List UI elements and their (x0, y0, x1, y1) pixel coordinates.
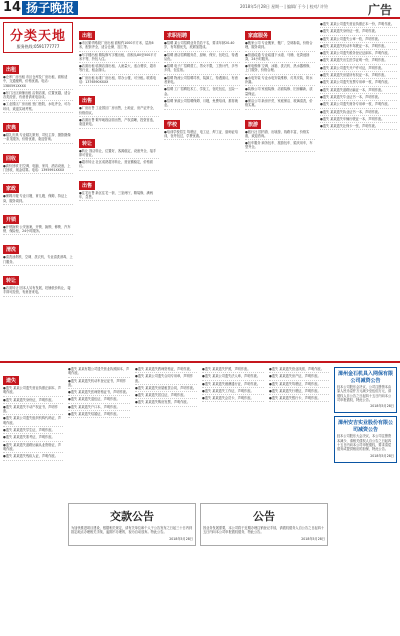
classified-ad: ●遗失 某某遗失居住证，声明作废。 (135, 393, 197, 399)
lower-section (0, 361, 400, 636)
classified-ad: ●遗失 某某遗失不动产权证书，声明作废。 (3, 405, 63, 416)
classified-ad: ●遗失 某某遗失执业证书一本，声明作废。 (320, 110, 397, 116)
classified-ad: ●包车服务 商务包车、旅游包车、婚庆用车，车型齐全。 (245, 141, 315, 152)
notice-payment (68, 503, 196, 546)
lower-col-5 (269, 367, 329, 403)
notice-payment-body: 为加快推进项目建设，根据相关规定，请有关单位和个人于公告发布之日起三十日内到指定地点办理相关手续，逾期不办理的，视为自动放弃。特此公告。 (71, 526, 193, 535)
notice-general-date: 2018年5月28日 (301, 536, 325, 541)
reduction-notice-2 (334, 416, 397, 462)
classified-ad: ●遗失 某某遗失行驶证，声明作废。 (269, 389, 329, 395)
classified-ad: ●遗失 某某遗失结婚证，声明作废。 (68, 412, 130, 418)
page-header (0, 0, 400, 19)
column-3-listings (164, 22, 240, 140)
classified-ad: ●店面出售 繁华地段店面出售，产权清晰，投资首选，欢迎来电。 (79, 118, 159, 129)
classified-ad: ●遗失 某某遗失房屋所有权证一本，声明作废。 (320, 73, 397, 79)
classified-ad: ●遗失 某某公司遗失组织机构代码证，声明作废。 (3, 416, 63, 427)
lower-col-4 (202, 367, 264, 403)
classified-ad: ●招聘 物流公司招聘司机、装卸工，待遇面议，有意者来电。 (164, 76, 240, 87)
reduction-notice-1 (334, 367, 397, 413)
classified-ad: ●市区繁华路段厂房出租 面积约1000平方米，层高6米，配套齐全，适合仓储、加工等。 (79, 41, 159, 52)
notice-general-body: 因业务发展需要，本公司将于近期办理注销登记手续，请债权债务人自公告之日起四十五日内向本公司申报债权债务，特此公告。 (203, 526, 325, 535)
classified-ad: ●遗失 某某遗失营业执照，声明作废。 (269, 367, 329, 373)
classified-ad: ●遗失 某某遗失毕业证书一本，声明作废。 (320, 95, 397, 101)
page-number: 14 (3, 0, 22, 15)
classified-ad: ●遗失 某某遗失出生医学证明一份，声明作废。 (320, 58, 397, 64)
category-tag: 家政 (3, 184, 19, 193)
classified-ad: ●仓库厂房出租 市区仓库及厂房出租，面积适中，交通便利，价格优惠。电话：1380591XXXX (3, 75, 73, 90)
category-tag: 出售 (79, 181, 95, 190)
category-tag: 转让 (3, 276, 19, 285)
notice-payment-title: 交款公告 (110, 510, 154, 523)
classified-ad: ●遗失 某某遗失机动车登记证书，声明作废。 (68, 379, 130, 390)
reduction-notice-2-title: 漳州安吉实业股份有限公司减资公告 (337, 420, 393, 434)
classified-ad: ●遗失 某某公司遗失开户许可证，声明作废。 (320, 66, 397, 72)
classified-ad: ●遗失 某某公司遗失营业执照正副本，声明作废。 (3, 386, 63, 397)
classified-ad: ●工业园区厂房出租 独门独院，水电齐全，可办环评，欢迎实地考察。 (3, 102, 73, 113)
category-tag: 出租 (79, 31, 95, 40)
category-tag: 转让 (79, 139, 95, 148)
classified-ad: ●招聘 家政公司招聘保姆、月嫂，免费培训，推荐就业。 (164, 99, 240, 110)
classified-ad: ●遗失 某某遗失退伍证，声明作废。 (68, 397, 130, 403)
category-tag: 开锁 (3, 215, 19, 224)
classified-ad: ●培训学校招生 驾驶证、电工证、焊工证、厨师证培训，包考包过，学费优惠。 (164, 130, 240, 141)
classified-ad: ●遗失 某某遗失港澳通行证，声明作废。 (202, 382, 264, 388)
classified-ad: ●遗失 某某遗失准考证，声明作废。 (3, 435, 63, 441)
classified-ad: ●家电维修 空调、冰箱、洗衣机、热水器维修，上门服务，价格合理。 (245, 64, 315, 75)
classified-ad: ●遗失 某某遗失购房发票，声明作废。 (135, 400, 197, 406)
classified-ad: ●超市转让 社区成熟超市转让，营业额稳定，价格面议。 (79, 160, 159, 171)
classified-ad: ●遗失 某某遗失道路运输证一本，声明作废。 (320, 88, 397, 94)
classified-ad: ●招聘 工厂招聘技术工、学徒工，包吃包住，五险一金。 (164, 87, 240, 98)
category-tag: 出租 (3, 65, 19, 74)
classified-ad: ●住宅出售 新区住宅一套，三室两厅，精装修，满两年，急售。 (79, 191, 159, 202)
classified-ad: ●高价回收 旧空调、电脑、家具、酒店设备，上门回收，现金结算。电话：1395991XXXX (3, 164, 73, 175)
column-2-listings (79, 22, 159, 201)
category-tag: 家庭服务 (245, 31, 271, 40)
classified-ad: ●遗失 某某遗失房产证，声明作废。 (269, 374, 329, 380)
classified-ad: ●保洁公司 新房开荒、家庭保洁、玻璃清洗，价格实惠。 (245, 99, 315, 110)
column-3 (164, 22, 240, 141)
classified-ad: ●遗失 某某遗失身份证，声明作废。 (3, 398, 63, 404)
classified-ad: ●遗失 某某公司遗失法人章，声明作废。 (202, 374, 264, 380)
classified-ad: ●遗失 某某遗失社保卡一张，声明作废。 (320, 124, 397, 130)
classified-ad: ●写字楼出租 精装修写字楼出租，面积从80至500平方米不等，拎包入住。 (79, 53, 159, 64)
column-1 (3, 22, 73, 298)
classified-ad: ●遗失 某某有限公司遗失营业执照副本，声明作废。 (68, 367, 130, 378)
classified-ad: ●清洗油烟机、空调、洗衣机，专业清洗消毒，上门服务。 (3, 255, 73, 266)
section-title: 广告 (367, 3, 392, 17)
lower-right-column (334, 367, 397, 466)
brand-phone: 服务热线:0591777777 (16, 44, 60, 49)
lower-col-3-listings (135, 367, 197, 407)
lower-col-1-listings (3, 367, 63, 461)
classified-ad: ●遗失 某某公司遗失税务登记证副本，声明作废。 (320, 51, 397, 57)
classified-ad: ●招聘 某公司招聘业务员若干名，要求年龄20-40岁，有驾照优先，底薪加提成。 (164, 41, 240, 52)
column-2 (79, 22, 159, 202)
notice-payment-box (68, 503, 196, 546)
classified-ad: ●旅行社 国内游、出境游，线路丰富，价格实惠，欢迎咨询。 (245, 130, 315, 141)
classified-ad: ●保姆月嫂 专业月嫂、育儿嫂、保姆，持证上岗，服务周到。 (3, 194, 73, 205)
classified-ad: ●搬家公司 专业搬家、搬厂、空调拆装，价格合理，服务周到。 (245, 41, 315, 52)
classified-ad: ●水电安装 专业水电安装维修、灯具安装、防水补漏。 (245, 76, 315, 87)
classified-ad: ●装修公司 家庭装修、店面装修、旧房翻新，质量保证。 (245, 87, 315, 98)
category-tag: 清洗 (3, 245, 19, 254)
classified-ad: ●遗失 某某遗失护照，声明作废。 (202, 367, 264, 373)
classified-ad: ●转让 饭店转让，位置好，客源稳定，设备齐全，接手即可营业。 (79, 149, 159, 160)
category-tag: 旅游 (245, 120, 261, 129)
classified-ad: ●遗失 某某遗失机动车驾驶证一本，声明作废。 (320, 44, 397, 50)
classified-ad: ●婚礼庆典 专业婚礼策划、司仪主持、摄影摄像一条龙服务，价格优惠，欢迎咨询。 (3, 133, 73, 144)
lower-col-5-listings (269, 367, 329, 402)
column-5-listings (320, 22, 397, 130)
category-tag: 遗失 (3, 376, 19, 385)
classified-ad: ●招聘 电子厂招聘普工，男女不限，工资计件，多劳多得，包住宿。 (164, 64, 240, 75)
issue-info: 2018年5月28日 星期一 | 编辑/ 于今 | 校对/ 许铃 (240, 4, 329, 9)
category-tag: 回收 (3, 154, 19, 163)
notice-payment-date: 2018年5月28日 (169, 536, 193, 541)
classified-ad: ●遗失 某某遗失教师资格证，声明作废。 (135, 367, 197, 373)
column-1-listings (3, 56, 73, 297)
lower-col-2-listings (68, 367, 130, 418)
reduction-notice-2-body: 经本公司股东大会决议，本公司注册资本减少，请相关债权人自公告之日起四十五日内向本公司申报债权，要求清偿债务或提供相应的担保，特此公告。 (337, 434, 392, 452)
reduction-notice-1-title: 漳州金石机具入网保有限公司减资公告 (337, 371, 393, 384)
classified-ad: ●招聘 酒店招聘服务员、厨师、保安，包吃住，待遇从优。 (164, 53, 240, 64)
category-tag: 求职招聘 (164, 31, 190, 40)
classified-ad: ●遗失 某某遗失学生证，声明作废。 (3, 428, 63, 434)
classified-ad: ●遗失 某某遗失户口本，声明作废。 (68, 405, 130, 411)
notice-general (200, 503, 328, 546)
classified-ad: ●遗失 某某公司遗失发票专用章一枚，声明作废。 (320, 80, 397, 86)
classified-ad: ●遗失 某某遗失身份证一张，声明作废。 (320, 29, 397, 35)
classified-ad: ●遗失 某某遗失残疾人证，声明作废。 (3, 454, 63, 460)
brand-title: 分类天地 (9, 29, 66, 44)
notice-general-title: 公告 (253, 510, 275, 523)
classified-ad: ●遗失 某某遗失车辆行驶证一本，声明作废。 (320, 117, 397, 123)
reduction-notice-1-date: 2018年5月28日 (370, 404, 394, 409)
lower-col-4-listings (202, 367, 264, 402)
column-4 (245, 22, 315, 153)
lower-col-3 (135, 367, 197, 408)
column-5 (320, 22, 397, 131)
classified-ad: ●遗失 某某公司遗失财务专用章一枚，声明作废。 (320, 102, 397, 108)
classified-ad: ●遗失 某某遗失驾驶证，声明作废。 (269, 382, 329, 388)
reduction-notice-2-date: 2018年5月28日 (370, 453, 394, 458)
brand-box (3, 22, 73, 53)
newspaper-logo: 扬子晚报 (22, 1, 78, 15)
classified-ad: ●遗失 某某公司遗失公章一枚，声明作废。 (320, 37, 397, 43)
category-tag: 庆典 (3, 123, 19, 132)
classified-ad: ●遗失 某某公司遗失营业执照正本一份，声明作废。 (320, 22, 397, 28)
lower-col-2 (68, 367, 130, 419)
category-tag: 出售 (79, 96, 95, 105)
reduction-notice-1-body: 经本公司股东会决议，公司注册资本由原人民币壹仟万元减少至伍佰万元，请债权人自公告之日起四十五日内向本公司申报债权，特此公告。 (337, 385, 392, 402)
category-tag: 学校 (164, 120, 180, 129)
classified-ad: ●店面出租 临街店面出租，人流量大，适合餐饮、超市等行业，租金面议。 (79, 64, 159, 75)
classified-ad: ●遗失 某某遗失道路运输从业资格证，声明作废。 (3, 443, 63, 454)
classified-ad: ●开锁换锁 公安备案，开锁、换锁、修锁、汽车锁、保险柜，24小时服务。 (3, 225, 73, 236)
classified-ad: ●店面转让 因本人另有发展，旺铺低价转让，接手即可经营，有意者来电。 (3, 286, 73, 297)
classified-ad: ●遗失 某某公司遗失合同专用章，声明作废。 (135, 374, 197, 385)
classified-ad: ●厂房出租 标准厂房出租，带办公楼，可分租。联系电话：1376590XXXX (79, 76, 159, 87)
column-4-listings (245, 22, 315, 152)
notice-general-box (200, 503, 328, 546)
classified-ad: ●遗失 某某遗失会员卡，声明作废。 (202, 396, 264, 402)
lower-col-1 (3, 367, 63, 462)
classified-ad: ●东门社区商铺出租 沿街店面，位置优越，适合各类经营，有意者请来电洽谈。 (3, 91, 73, 102)
classified-ad: ●遗失 某某遗失房屋租赁合同，声明作废。 (135, 386, 197, 392)
classified-ad: ●管道疏通 专业疏通下水道、马桶、化粪池抽粪，24小时服务。 (245, 53, 315, 64)
classified-ad: ●遗失 某某遗失工作证，声明作废。 (202, 389, 264, 395)
classified-ad: ●遗失 某某遗失医师资格证书，声明作废。 (68, 390, 130, 396)
classified-ad: ●遗失 某某遗失银行卡，声明作废。 (269, 396, 329, 402)
classified-ad: ●厂房出售 工业园区厂房出售，土地证、房产证齐全，价格面议。 (79, 106, 159, 117)
